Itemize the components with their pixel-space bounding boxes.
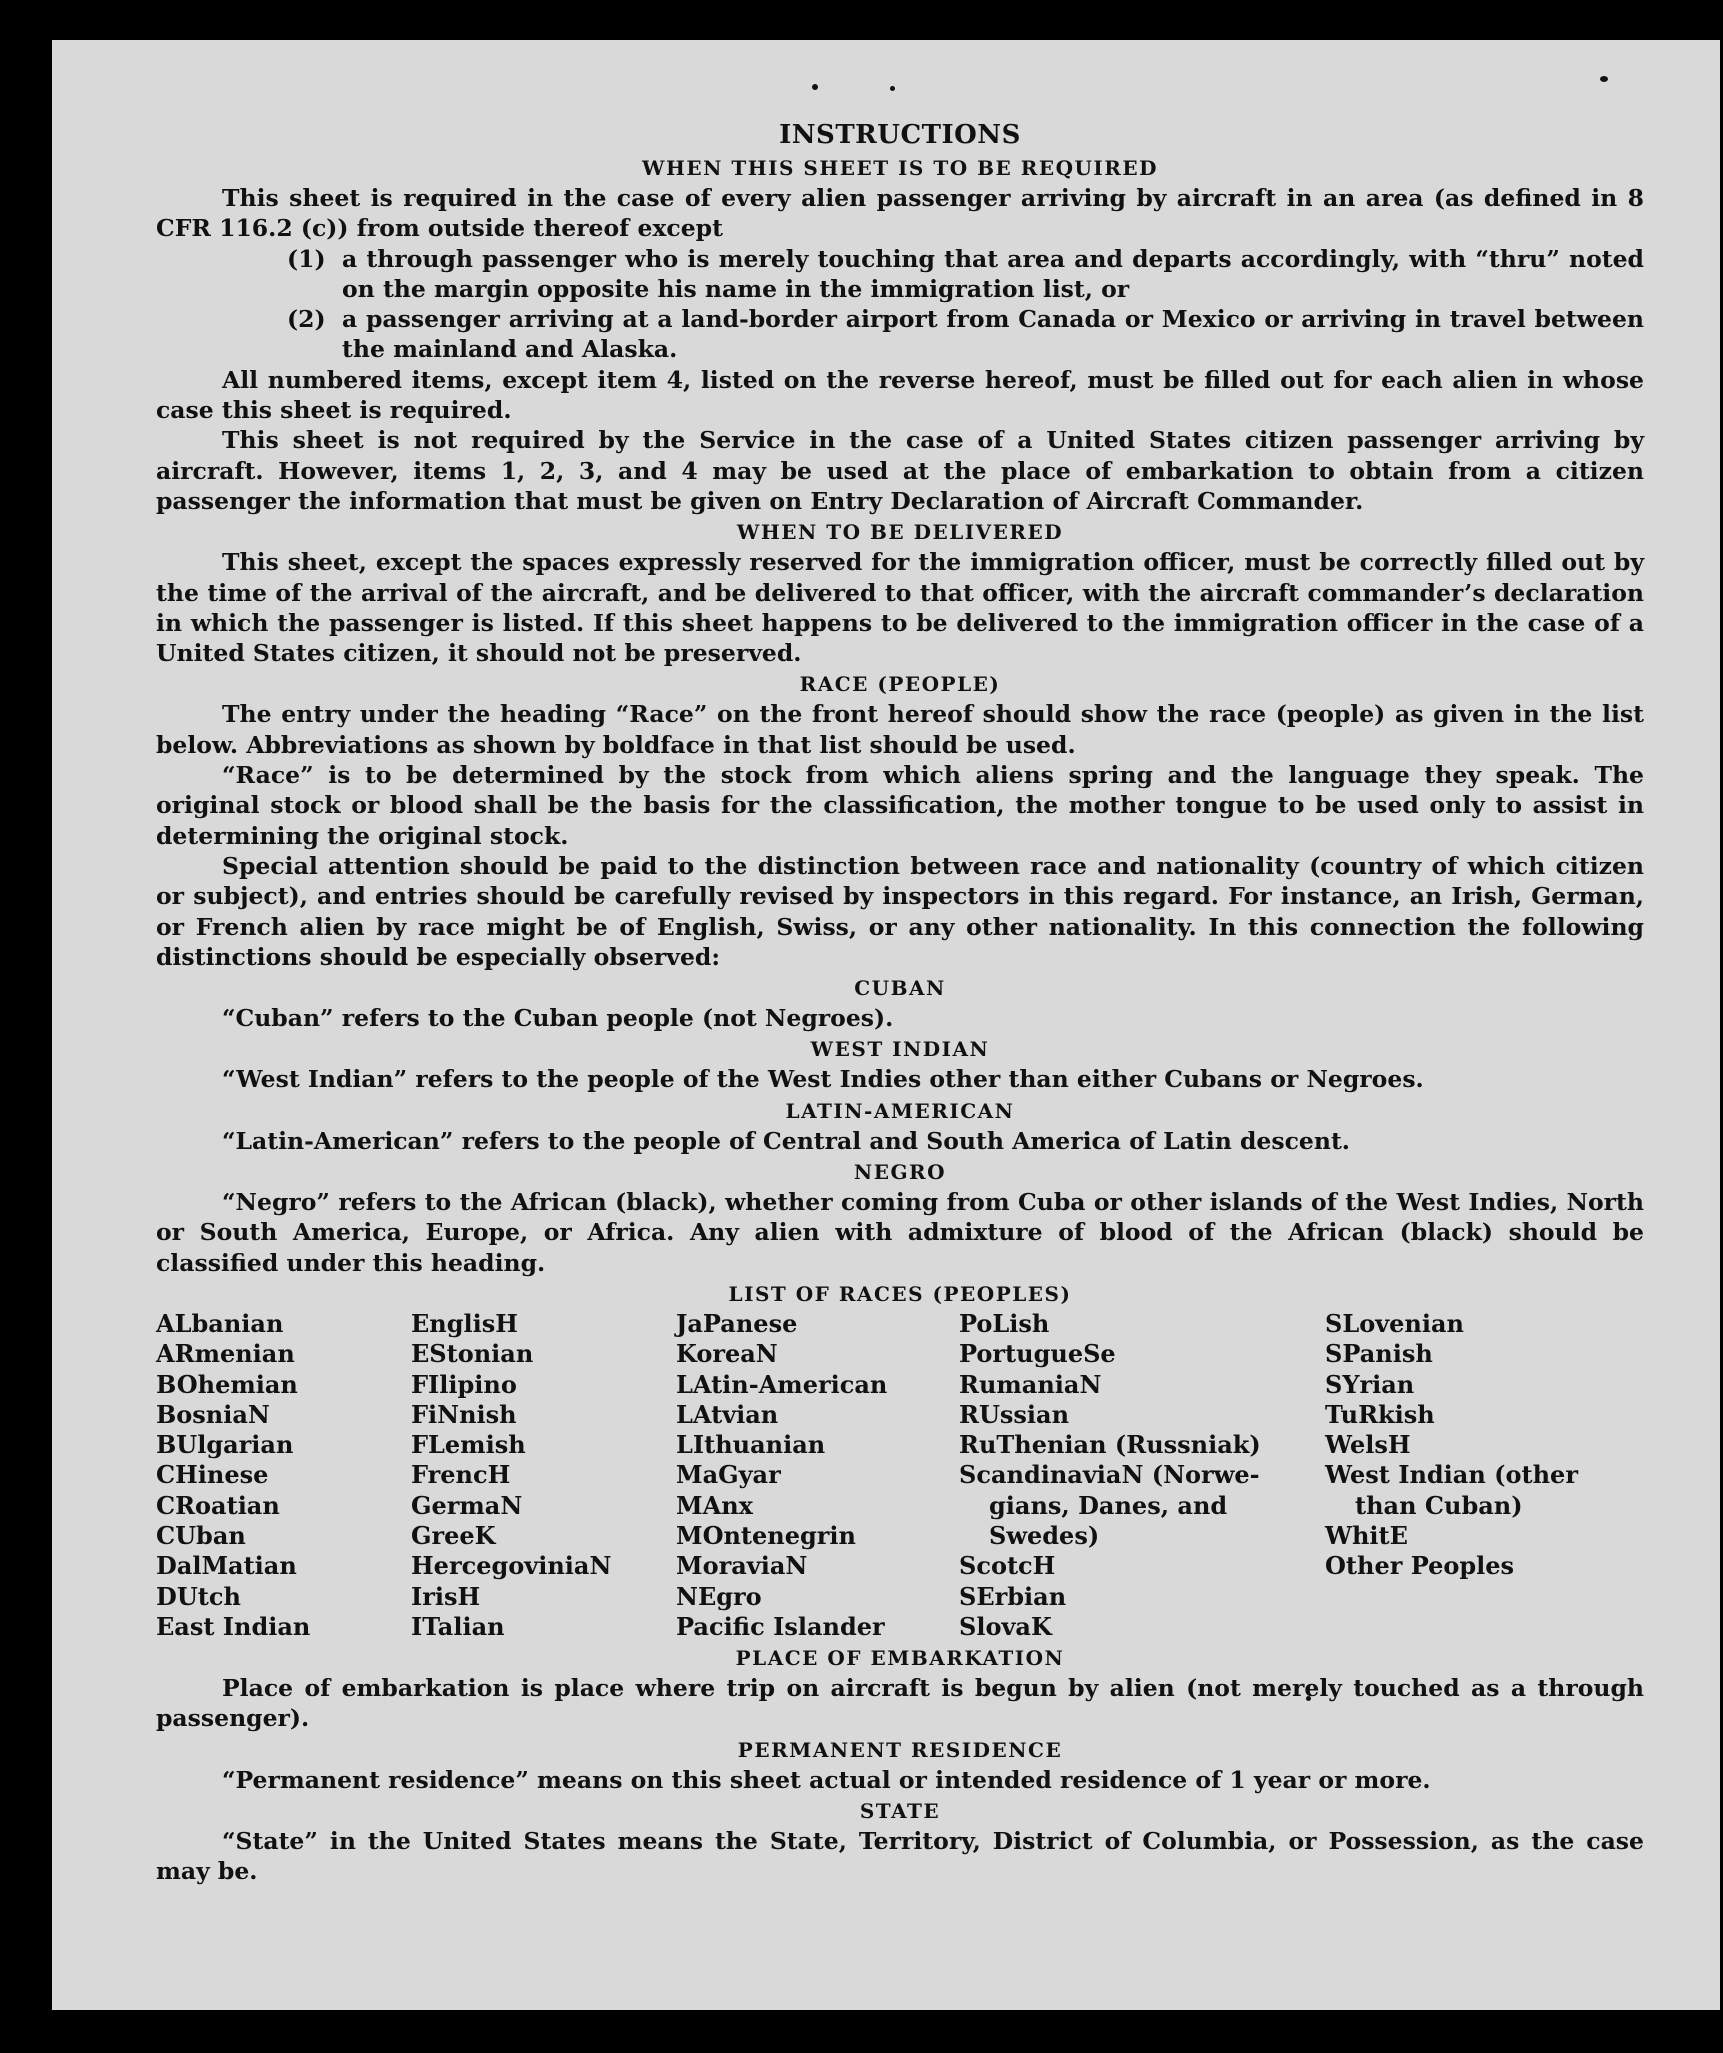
race-entry: CRoatian [156,1490,280,1520]
race-entry: BosniaN [156,1399,270,1429]
race-column [411,1309,676,1642]
race-entry: SlovaK [959,1611,1052,1641]
section-heading: WHEN THIS SHEET IS TO BE REQUIRED [642,156,1158,180]
paragraph: “Cuban” refers to the Cuban people (not Negroes). [222,1004,894,1033]
paragraph: Special attention should be paid to the distinction between race and nationality (country of which citizen or subject), and entries should be carefully revised by inspectors in this regard. For instance, an Irish, German, or French alien by race might be of English, Swiss, or any other nationality. In this connection the following distinctions should be especially observed: [156,851,1644,971]
race-entry: EStonian [411,1339,534,1369]
race-entry: GermaN [411,1490,523,1520]
item-number: (2) [287,305,326,334]
race-entry: MaGyar [676,1460,781,1490]
paragraph: “Latin-American” refers to the people of Central and South America of Latin descent. [222,1126,1350,1155]
race-entry: West Indian (other [1325,1460,1578,1490]
paragraph: Place of embarkation is place where trip on aircraft is begun by alien (not merely touched as a through passenger). [156,1674,1644,1733]
race-entry: Other Peoples [1325,1551,1515,1581]
instructions-text [156,118,1644,1887]
race-entry: gians, Danes, and [989,1490,1228,1520]
item-text: a passenger arriving at a land-border airport from Canada or Mexico or arriving in travel between the mainland and Alaska. [342,305,1644,364]
section-heading: PERMANENT RESIDENCE [737,1737,1063,1762]
section-heading: RACE (PEOPLE) [799,672,1001,697]
race-entry: BOhemian [156,1369,298,1399]
section-heading: WHEN TO BE DELIVERED [736,520,1064,545]
paragraph: This sheet is not required by the Service in the case of a United States citizen passenger arriving by aircraft. However, items 1, 2, 3, and 4 may be used at the place of embarkation to obtain from a citizen passenger the information that must be given on Entry Declaration of Aircraft Commander. [156,426,1644,515]
race-entry: PortugueSe [959,1339,1116,1369]
section-heading: NEGRO [853,1160,947,1185]
paragraph: “Race” is to be determined by the stock from which aliens spring and the language they speak. The original stock or blood shall be the basis for the classification, the mother tongue to be used only to assist in determining the original stock. [156,761,1644,850]
race-entry: IrisH [411,1581,481,1611]
exception-list [156,244,1644,365]
section-heading: WEST INDIAN [810,1037,990,1062]
race-entry: FIlipino [411,1369,517,1399]
race-entry: FLemish [411,1430,526,1460]
paragraph: This sheet is required in the case of every alien passenger arriving by aircraft in an area (as defined in 8 CFR 116.2 (c)) from outside thereof except [156,184,1644,243]
race-entry: LIthuanian [676,1430,826,1460]
item-number: (1) [287,244,326,273]
race-list [156,1309,1644,1642]
race-entry: PoLish [959,1308,1050,1338]
race-entry: FiNnish [411,1399,517,1429]
race-entry: RumaniaN [959,1369,1102,1399]
race-entry: MOntenegrin [676,1520,856,1550]
section-heading: STATE [859,1799,941,1824]
speck-mark [1600,76,1608,82]
race-entry: FrencH [411,1460,511,1490]
race-entry: DUtch [156,1581,241,1611]
race-entry: SPanish [1325,1339,1433,1369]
race-entry: ARmenian [156,1339,295,1369]
race-entry: CHinese [156,1460,269,1490]
race-column [1325,1309,1644,1642]
race-column [676,1309,959,1642]
speck-mark [812,84,818,90]
race-entry: SLovenian [1325,1308,1464,1338]
page-title: INSTRUCTIONS [779,120,1021,150]
race-entry: DalMatian [156,1551,297,1581]
race-entry: TuRkish [1325,1399,1435,1429]
race-entry: SYrian [1325,1369,1415,1399]
race-entry: BUlgarian [156,1430,294,1460]
race-entry: LAtvian [676,1399,779,1429]
race-entry: East Indian [156,1611,311,1641]
race-entry: KoreaN [676,1339,778,1369]
race-entry: ITalian [411,1611,505,1641]
list-item [287,304,1644,365]
document-page [52,40,1720,2010]
race-entry: WelsH [1325,1430,1411,1460]
section-heading: PLACE OF EMBARKATION [735,1646,1065,1671]
race-entry: than Cuban) [1355,1490,1523,1520]
paragraph: This sheet, except the spaces expressly reserved for the immigration officer, must be correctly filled out by the time of the arrival of the aircraft, and be delivered to that officer, with the aircraft commander’s declaration in which the passenger is listed. If this sheet happens to be delivered to the immigration officer in the case of a United States citizen, it should not be preserved. [156,548,1644,668]
list-item [287,244,1644,305]
race-column [959,1309,1325,1642]
race-entry: SErbian [959,1581,1067,1611]
race-column [156,1309,411,1642]
race-entry: MAnx [676,1490,753,1520]
race-entry: Swedes) [989,1520,1100,1550]
race-entry: NEgro [676,1581,762,1611]
paragraph: “State” in the United States means the State, Territory, District of Columbia, or Possession, as the case may be. [156,1827,1644,1886]
race-entry: CUban [156,1520,246,1550]
paragraph: “Permanent residence” means on this sheet actual or intended residence of 1 year or more. [222,1765,1431,1794]
paragraph: All numbered items, except item 4, listed on the reverse hereof, must be filled out for each alien in whose case this sheet is required. [156,365,1644,425]
race-entry: HercegoviniaN [411,1551,612,1581]
race-entry: WhitE [1325,1520,1408,1550]
item-text: a through passenger who is merely touching that area and departs accordingly, with “thru” noted on the margin opposite his name in the immigration list, or [342,244,1644,303]
race-entry: EnglisH [411,1308,518,1338]
race-entry: Pacific Islander [676,1611,885,1641]
race-entry: JaPanese [676,1308,798,1338]
race-entry: ScotcH [959,1551,1056,1581]
section-heading: CUBAN [854,976,946,1001]
race-entry: LAtin-American [676,1369,888,1399]
section-heading: LIST OF RACES (PEOPLES) [728,1281,1072,1306]
race-entry: ALbanian [156,1308,284,1338]
race-entry: MoraviaN [676,1551,808,1581]
race-entry: GreeK [411,1520,496,1550]
race-entry: RUssian [959,1399,1070,1429]
paragraph: “West Indian” refers to the people of the West Indies other than either Cubans or Negroes. [222,1065,1424,1094]
paragraph: The entry under the heading “Race” on the front hereof should show the race (people) as given in the list below. Abbreviations as shown by boldface in that list should be used. [156,700,1644,759]
race-entry: RuThenian (Russniak) [959,1430,1261,1460]
paragraph: “Negro” refers to the African (black), whether coming from Cuba or other islands of the West Indies, North or South America, Europe, or Africa. Any alien with admixture of blood of the African (black) should be classified under this heading. [156,1188,1644,1277]
race-entry: ScandinaviaN (Norwe- [959,1460,1260,1490]
section-heading: LATIN-AMERICAN [785,1098,1015,1123]
speck-mark [890,86,895,91]
